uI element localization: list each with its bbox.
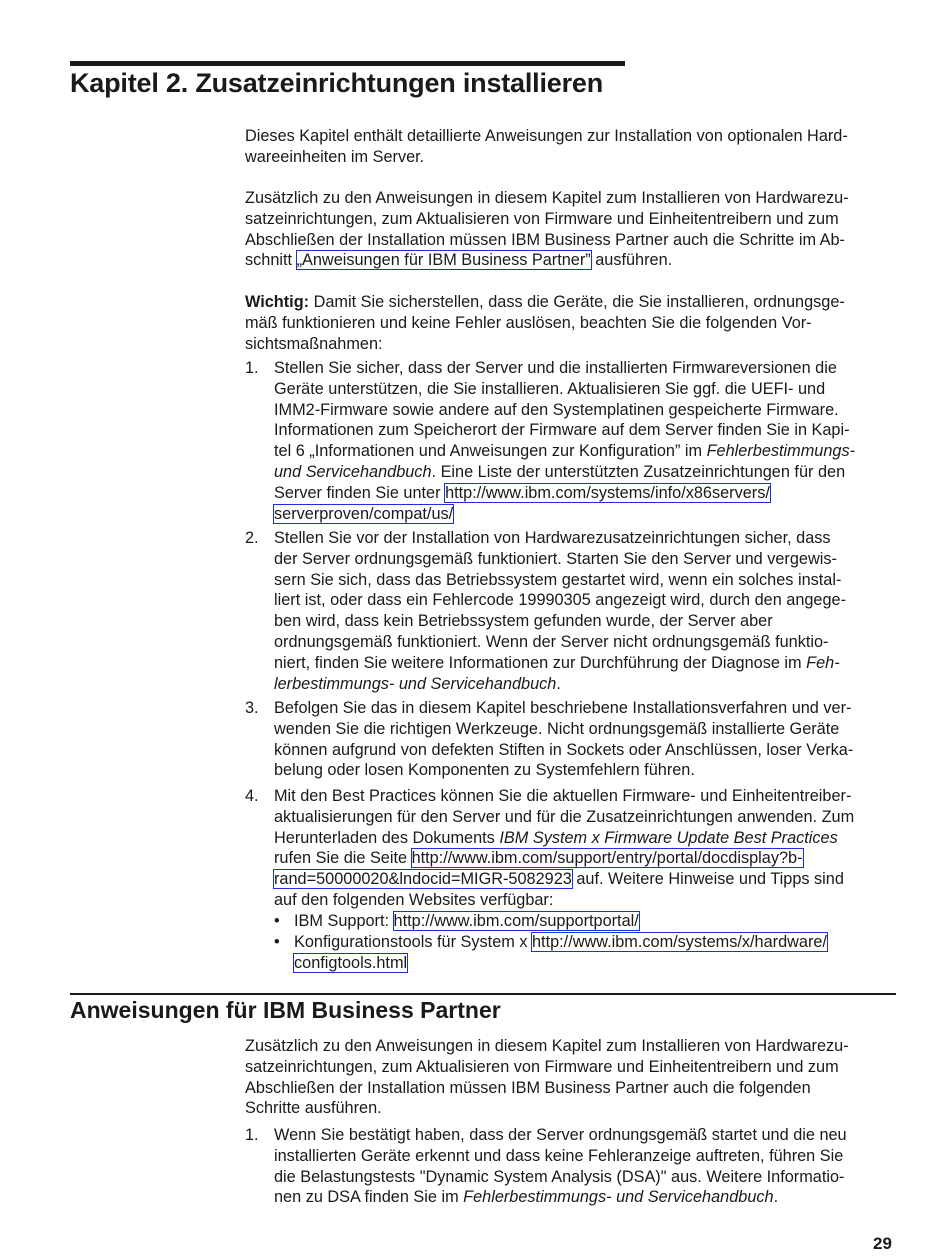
text-line: der Server ordnungsgemäß funktioniert. Starten Sie den Server und vergewis- [274, 549, 837, 568]
book-title: lerbestimmungs- und Servicehandbuch [274, 674, 557, 693]
configtools-link[interactable]: http://www.ibm.com/systems/x/hardware/ [532, 933, 827, 951]
configtools-link[interactable]: configtools.html [294, 953, 408, 972]
text-line: satzeinrichtungen, zum Aktualisieren von Firmware und Einheitentreibern und zum [245, 209, 839, 228]
book-title: und Servicehandbuch [274, 462, 432, 481]
text-line: sichtsmaßnahmen: [245, 334, 383, 353]
text-line [274, 869, 854, 890]
important-note [245, 292, 896, 354]
text-line: Dieses Kapitel enthält detaillierte Anweisungen zur Installation von optionalen Hard- [245, 127, 848, 145]
text-fragment: rufen Sie die Seite [274, 849, 412, 868]
text-fragment: . [773, 1188, 779, 1207]
text-line: auf den folgenden Websites verfügbar: [274, 890, 554, 909]
best-practices-link[interactable]: http://www.ibm.com/support/entry/portal/docdisplay?b- [411, 849, 803, 868]
text-fragment: IBM Support: [294, 912, 394, 930]
document-title: IBM System x Firmware Update Best Practices [499, 828, 838, 847]
business-partner-section-link[interactable]: „Anweisungen für IBM Business Partner” [296, 251, 591, 270]
book-title: Fehlerbestimmungs- [706, 442, 856, 461]
list-number: 3. [245, 699, 259, 717]
text-line: Stellen Sie sicher, dass der Server und die installierten Firmwareversionen die [274, 359, 837, 377]
list-number: 1. [245, 359, 259, 377]
text-line [245, 250, 896, 271]
text-line [274, 674, 846, 695]
text-fragment: . Eine Liste der unterstützten Zusatzeinrichtungen für den [431, 462, 846, 481]
instructions-paragraph [245, 188, 896, 271]
text-line: können aufgrund von defekten Stiften in Sockets oder Anschlüssen, loser Verka- [274, 740, 854, 759]
text-fragment: schnitt [245, 251, 297, 270]
best-practices-link[interactable]: rand=50000020&lndocid=MIGR-5082923 [274, 870, 572, 889]
text-line [274, 848, 854, 869]
text-line: Schritte ausführen. [245, 1099, 382, 1118]
text-line: belung oder losen Komponenten zu Systemfehlern führen. [274, 761, 695, 780]
text-line: Stellen Sie vor der Installation von Hardwarezusatzeinrichtungen sicher, dass [274, 529, 831, 547]
text-fragment: tel 6 „Informationen und Anweisungen zur Konfiguration” im [274, 442, 707, 461]
text-fragment: auf. Weitere Hinweise und Tipps sind [571, 870, 844, 889]
text-line: satzeinrichtungen, zum Aktualisieren von Firmware und Einheitentreibern und zum [245, 1057, 839, 1076]
intro-paragraph [245, 126, 896, 168]
text-fragment: Damit Sie sicherstellen, dass die Geräte, die Sie installieren, ordnungsge- [309, 293, 845, 311]
book-title: Feh- [806, 653, 840, 672]
text-fragment: . [556, 674, 561, 693]
text-line: installierten Geräte erkennt und dass keine Fehleranzeige auftreten, führen Sie [274, 1146, 844, 1165]
text-line: IMM2-Firmware sowie andere auf den Systemplatinen gespeicherte Firmware. [274, 400, 839, 419]
serverproven-link[interactable]: serverproven/compat/us/ [274, 504, 454, 523]
text-line [274, 1187, 847, 1208]
text-line: Zusätzlich zu den Anweisungen in diesem Kapitel zum Installieren von Hardwarezu- [245, 1037, 849, 1055]
text-fragment: Konfigurationstools für System x [294, 933, 532, 951]
text-line [274, 653, 846, 674]
bullet-marker: • [274, 912, 280, 930]
text-line: Mit den Best Practices können Sie die aktuellen Firmware- und Einheitentreiber- [274, 787, 852, 805]
chapter-title: Kapitel 2. Zusatzeinrichtungen installieren [70, 68, 604, 98]
text-line: wenden Sie die richtigen Werkzeuge. Nicht ordnungsgemäß installierte Geräte [274, 719, 840, 738]
text-line [294, 953, 827, 974]
text-fragment: Server finden Sie unter [274, 483, 446, 502]
text-line [245, 292, 896, 313]
important-label: Wichtig: [245, 293, 310, 311]
text-line [274, 828, 854, 849]
text-fragment: Herunterladen des Dokuments [274, 828, 500, 847]
text-line: die Belastungstests "Dynamic System Analysis (DSA)" aus. Weitere Informatio- [274, 1167, 845, 1186]
list-number: 1. [245, 1126, 259, 1144]
text-line: wareeinheiten im Server. [245, 147, 425, 166]
text-fragment: niert, finden Sie weitere Informationen zur Durchführung der Diagnose im [274, 653, 807, 672]
text-line [274, 504, 855, 525]
text-line: ordnungsgemäß funktioniert. Wenn der Server nicht ordnungsgemäß funktio- [274, 632, 829, 651]
chapter-rule [70, 61, 625, 66]
text-line: liert ist, oder dass ein Fehlercode 19990305 angezeigt wird, durch den angege- [274, 591, 847, 610]
text-line: aktualisierungen für den Server und für die Zusatzeinrichtungen anwenden. Zum [274, 807, 855, 826]
serverproven-link[interactable]: http://www.ibm.com/systems/info/x86servers/ [445, 483, 770, 502]
text-line: Befolgen Sie das in diesem Kapitel beschriebene Installationsverfahren und ver- [274, 699, 852, 717]
text-line [294, 932, 827, 953]
page-number: 29 [873, 1234, 892, 1253]
text-line: Abschließen der Installation müssen IBM Business Partner auch die folgenden [245, 1078, 811, 1097]
bullet-marker: • [274, 933, 280, 951]
list-number: 2. [245, 529, 259, 547]
text-fragment: ausführen. [590, 251, 673, 270]
section-paragraph [245, 1036, 896, 1119]
text-line: Zusätzlich zu den Anweisungen in diesem Kapitel zum Installieren von Hardwarezu- [245, 189, 849, 207]
support-portal-link[interactable]: http://www.ibm.com/supportportal/ [393, 912, 639, 930]
text-line: Informationen zum Speicherort der Firmware auf dem Server finden Sie in Kapi- [274, 421, 850, 440]
text-line: Abschließen der Installation müssen IBM Business Partner auch die Schritte im Ab- [245, 230, 845, 249]
text-line: sern Sie sich, dass das Betriebssystem gestartet wird, wenn ein solches instal- [274, 570, 842, 589]
text-line: Wenn Sie bestätigt haben, dass der Server ordnungsgemäß startet und die neu [274, 1126, 847, 1144]
text-line [274, 462, 855, 483]
text-line [274, 483, 855, 504]
list-number: 4. [245, 787, 259, 805]
text-line [274, 441, 855, 462]
text-line: mäß funktionieren und keine Fehler auslösen, beachten Sie die folgenden Vor- [245, 313, 812, 332]
section-title: Anweisungen für IBM Business Partner [70, 997, 501, 1023]
text-line: Geräte unterstützen, die Sie installieren. Aktualisieren Sie ggf. die UEFI- und [274, 379, 826, 398]
section-rule [70, 993, 896, 995]
book-title: Fehlerbestimmungs- und Servicehandbuch [463, 1188, 774, 1207]
text-fragment: nen zu DSA finden Sie im [274, 1188, 464, 1207]
text-line: ben wird, dass kein Betriebssystem gefunden wurde, der Server aber [274, 612, 773, 631]
